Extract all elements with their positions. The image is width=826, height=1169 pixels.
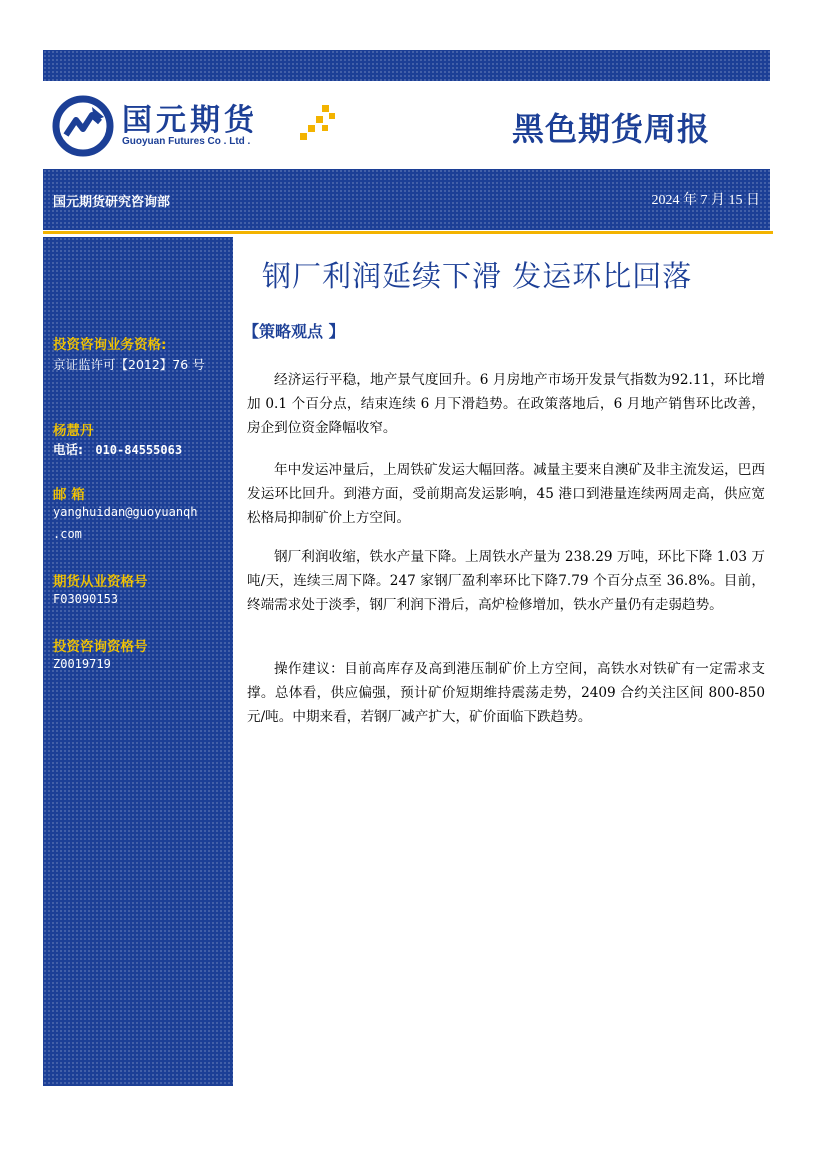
strategy-heading: 【策略观点 】: [243, 322, 345, 341]
decorative-squares-icon: [298, 103, 338, 143]
paragraph-advice: 操作建议：目前高库存及高到港压制矿价上方空间，高铁水对铁矿有一定需求支撑。总体看，供应偏强，预计矿价短期维持震荡走势，2409 合约关注区间 800-850 元/吨。中期来看，若钢厂减产扩大，矿价面临下跌趋势。: [247, 661, 765, 725]
paragraph-steel-profit: 钢厂利润收缩，铁水产量下降。上周铁水产量为 238.29 万吨，环比下降 1.03 万吨/天，连续三周下降。247 家钢厂盈利率环比下降7.79 个百分点至 36.8%。目前，终端需求处于淡季，钢厂利润下滑后，高炉检修增加，铁水产量仍有走弱趋势。: [247, 549, 765, 613]
department-name: 国元期货研究咨询部: [53, 195, 171, 210]
analyst-name: 杨慧丹: [53, 423, 94, 439]
phone-label: 电话:: [53, 442, 83, 457]
phone-row: [53, 440, 182, 458]
logo-english-name: Guoyuan Futures Co . Ltd .: [122, 136, 251, 147]
report-title: 黑色期货周报: [512, 110, 711, 148]
email-line-2[interactable]: .com: [53, 527, 82, 541]
guoyuan-logo-icon: [52, 95, 114, 157]
paragraph-macro: 经济运行平稳，地产景气度回升。6 月房地产市场开发景气指数为92.11，环比增加 0.1 个百分点，结束连续 6 月下滑趋势。在政策落地后，6 月地产销售环比改善，房企到位资金降幅收窄。: [247, 372, 765, 436]
email-label: 邮 箱: [53, 487, 85, 503]
qualification-label: 投资咨询业务资格:: [53, 337, 167, 353]
qualification-value: 京证监许可【2012】76 号: [53, 357, 205, 372]
email-line-1[interactable]: yanghuidan@guoyuanqh: [53, 505, 198, 519]
logo-name: 国元期货: [122, 103, 258, 138]
department-bar: [43, 169, 770, 230]
futures-cert-label: 期货从业资格号: [53, 574, 148, 590]
top-banner: [43, 50, 770, 81]
phone-value: 010-84555063: [95, 443, 183, 457]
gold-divider: [43, 231, 773, 234]
consult-cert-label: 投资咨询资格号: [53, 639, 148, 655]
headline: 钢厂利润延续下滑 发运环比回落: [262, 259, 693, 293]
futures-cert-value: F03090153: [53, 592, 119, 606]
paragraph-shipments: 年中发运冲量后，上周铁矿发运大幅回落。减量主要来自澳矿及非主流发运，巴西发运环比回升。到港方面，受前期高发运影响，45 港口到港量连续两周走高，供应宽松格局抑制矿价上方空间。: [247, 462, 765, 526]
sidebar: [43, 237, 233, 1086]
report-date: 2024 年 7 月 15 日: [651, 193, 760, 208]
consult-cert-value: Z0019719: [53, 657, 111, 671]
